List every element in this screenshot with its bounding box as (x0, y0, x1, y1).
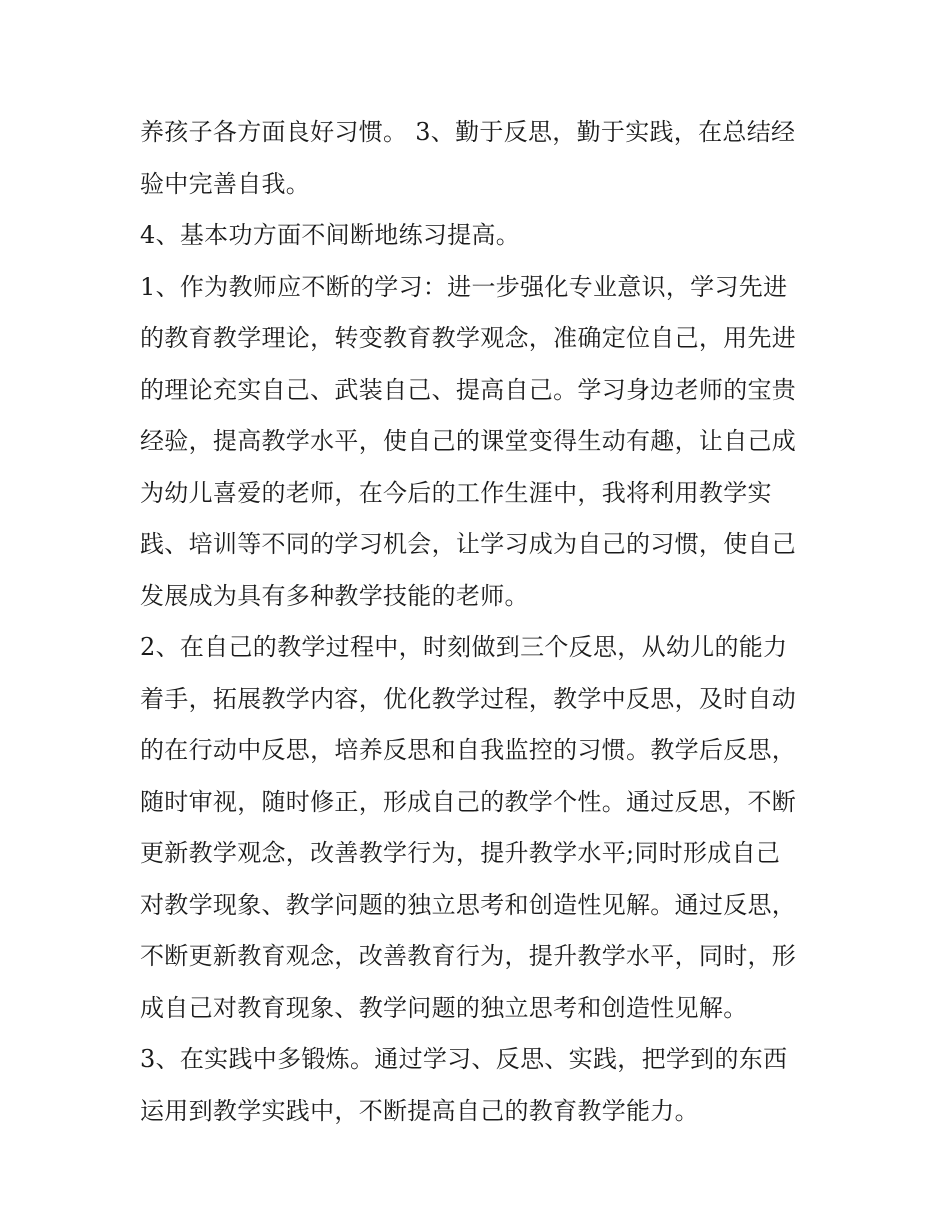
text-line: 不断更新教育观念，改善教育行为，提升教学水平，同时，形 (140, 942, 797, 970)
text-line: 1、作为教师应不断的学习：进一步强化专业意识，学习先进 (140, 272, 788, 301)
text-line: 随时审视，随时修正，形成自己的教学个性。通过反思，不断 (140, 787, 797, 816)
text-line: 的理论充实自己、武装自己、提高自己。学习身边老师的宝贵 (140, 375, 797, 404)
text-line: 的在行动中反思，培养反思和自我监控的习惯。教学后反思， (140, 736, 797, 764)
text-line: 更新教学观念，改善教学行为，提升教学水平;同时形成自己 (140, 839, 781, 867)
text-line: 经验，提高教学水平，使自己的课堂变得生动有趣，让自己成 (140, 427, 797, 455)
text-line: 3、在实践中多锻炼。通过学习、反思、实践，把学到的东西 (140, 1045, 788, 1073)
body-text (140, 107, 830, 1137)
text-line: 的教育教学理论，转变教育教学观念，准确定位自己，用先进 (140, 324, 797, 352)
text-line: 着手，拓展教学内容，优化教学过程，教学中反思，及时自动 (140, 684, 797, 713)
text-line: 对教学现象、教学问题的独立思考和创造性见解。通过反思， (140, 890, 797, 919)
text-line: 验中完善自我。 (140, 169, 311, 198)
text-line: 4、基本功方面不间断地练习提高。 (140, 221, 521, 249)
text-line: 2、在自己的教学过程中，时刻做到三个反思，从幼儿的能力 (140, 633, 788, 661)
text-line: 成自己对教育现象、教学问题的独立思考和创造性见解。 (140, 993, 748, 1022)
text-line: 养孩子各方面良好习惯。 3、勤于反思，勤于实践，在总结经 (140, 118, 796, 146)
text-line: 运用到教学实践中，不断提高自己的教育教学能力。 (140, 1096, 699, 1125)
text-line: 践、培训等不同的学习机会，让学习成为自己的习惯，使自己 (140, 530, 797, 558)
text-line: 发展成为具有多种教学技能的老师。 (140, 581, 529, 610)
text-line: 为幼儿喜爱的老师，在今后的工作生涯中，我将利用教学实 (140, 478, 772, 507)
